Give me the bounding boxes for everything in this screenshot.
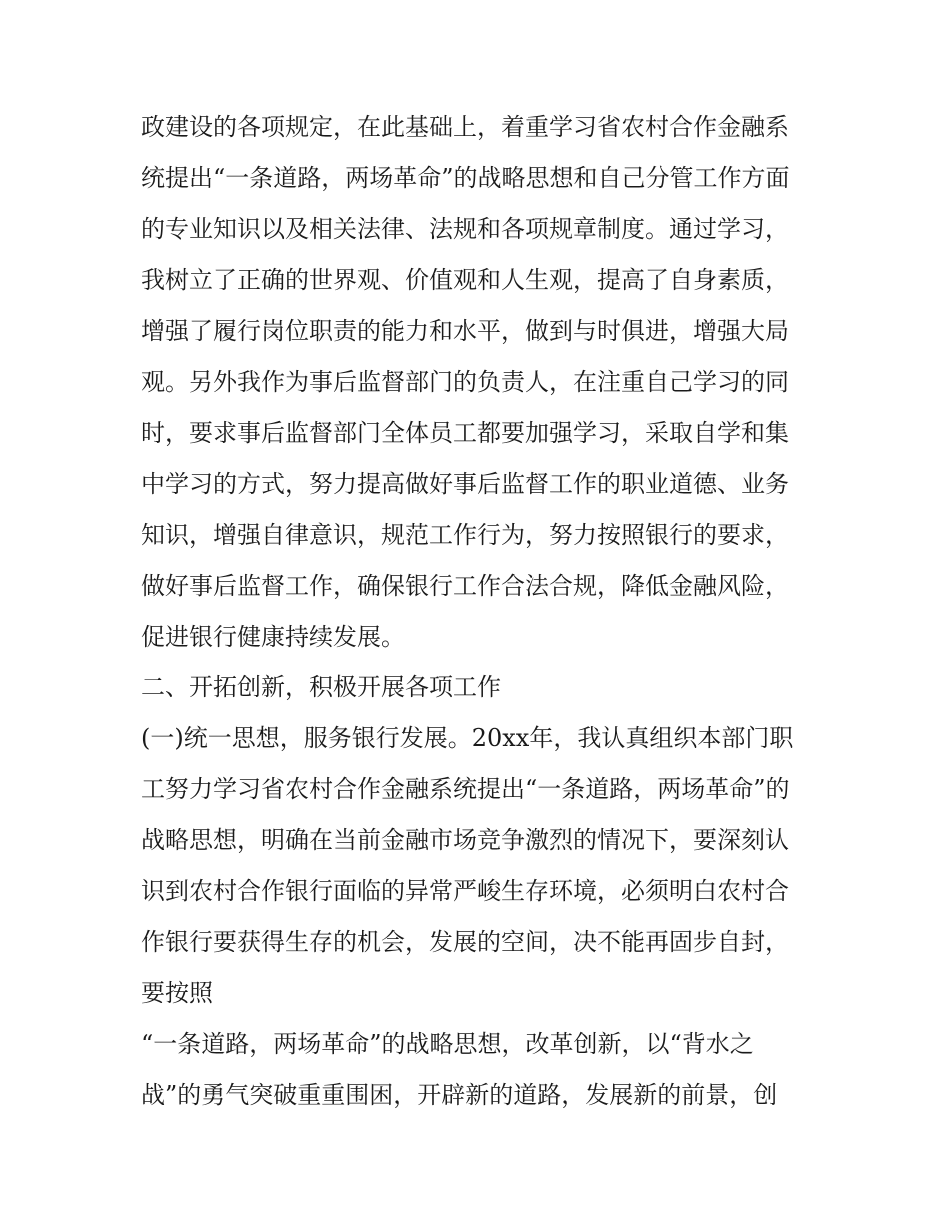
text-line: 统提出“一条道路，两场革命”的战略思想和自己分管工作方面 [141, 164, 790, 192]
text-line: 促进银行健康持续发展。 [141, 623, 405, 651]
text-line: 识到农村合作银行面临的异常严峻生存环境，必须明白农村合 [141, 877, 789, 905]
text-line: 要按照 [141, 979, 213, 1007]
text-line: (一)统一思想，服务银行发展。20xx年，我认真组织本部门职 [141, 724, 794, 752]
text-line: 时，要求事后监督部门全体员工都要加强学习，采取自学和集 [141, 419, 789, 447]
text-line: 中学习的方式，努力提高做好事后监督工作的职业道德、业务 [141, 470, 789, 498]
text-line: 做好事后监督工作，确保银行工作合法合规，降低金融风险， [141, 572, 789, 600]
text-line: 的专业知识以及相关法律、法规和各项规章制度。通过学习， [141, 215, 789, 243]
text-line: 知识，增强自律意识，规范工作行为，努力按照银行的要求， [141, 521, 789, 549]
text-line: 我树立了正确的世界观、价值观和人生观，提高了自身素质， [141, 266, 789, 294]
text-line: 作银行要获得生存的机会，发展的空间，决不能再固步自封， [141, 928, 789, 956]
text-line: 战略思想，明确在当前金融市场竞争激烈的情况下，要深刻认 [141, 826, 789, 854]
text-line: 工努力学习省农村合作金融系统提出“一条道路，两场革命”的 [141, 775, 790, 803]
section-heading: 二、开拓创新，积极开展各项工作 [141, 673, 501, 701]
text-line: 政建设的各项规定，在此基础上，着重学习省农村合作金融系 [141, 113, 789, 141]
text-line: 观。另外我作为事后监督部门的负责人，在注重自己学习的同 [141, 368, 789, 396]
text-line: 战”的勇气突破重重围困，开辟新的道路，发展新的前景，创 [141, 1081, 778, 1109]
text-line: 增强了履行岗位职责的能力和水平，做到与时俱进，增强大局 [141, 317, 789, 345]
text-line: “一条道路，两场革命”的战略思想，改革创新，以“背水之 [141, 1030, 754, 1058]
